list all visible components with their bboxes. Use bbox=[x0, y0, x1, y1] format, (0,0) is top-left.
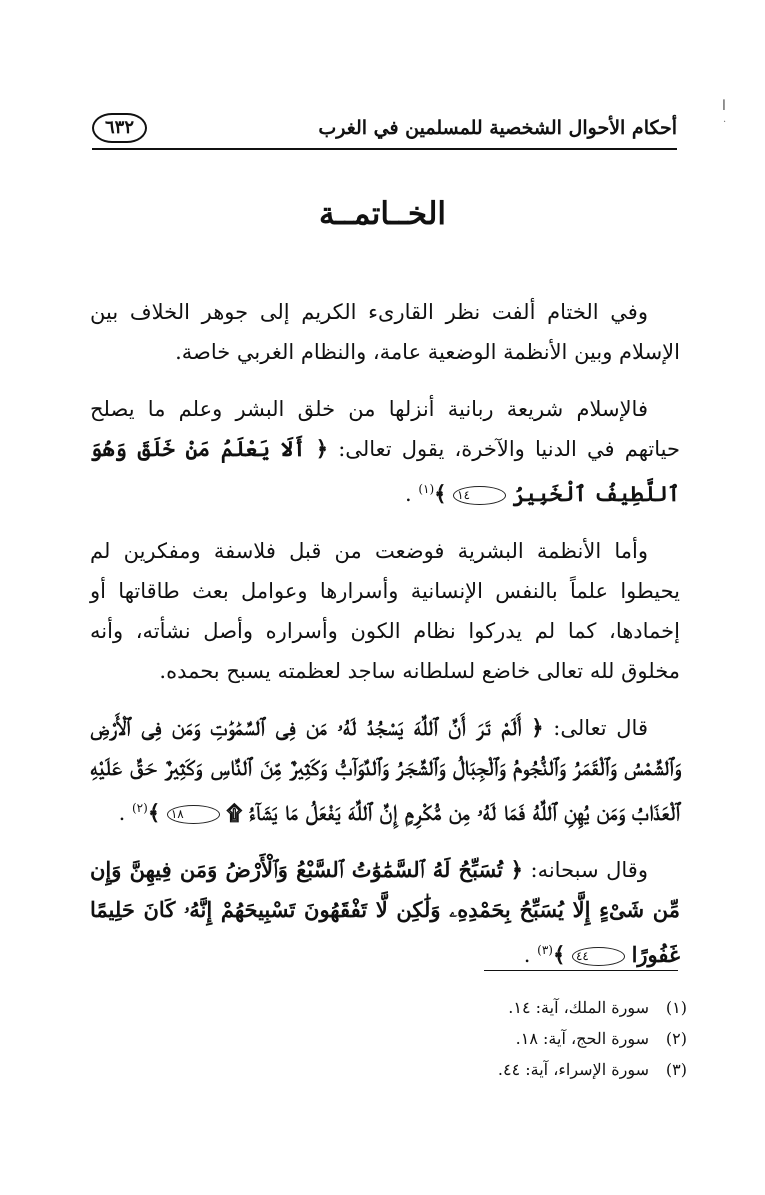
ayah-number: ١٤ bbox=[453, 486, 506, 505]
footnotes bbox=[207, 992, 687, 1085]
scan-mark: ﺍ bbox=[722, 98, 726, 114]
footnote-text: سورة الملك، آية: ١٤. bbox=[508, 998, 649, 1017]
paragraph-4 bbox=[90, 708, 680, 833]
footnote-text: سورة الإسراء، آية: ٤٤. bbox=[497, 1060, 649, 1079]
paragraph-2 bbox=[90, 389, 680, 514]
ayah-number: ١٨ bbox=[167, 805, 220, 824]
verse-close-brace: ﴾ bbox=[434, 481, 447, 506]
chapter-title: الخــاتمــة bbox=[318, 196, 446, 232]
verse-text: أَلَمْ تَرَ أَنَّ ٱللَّهَ يَسْجُدُ لَهُۥ مَن فِى ٱلسَّمَٰوَٰتِ وَمَن فِى ٱلْأَرْضِ وَٱلشَّمْسُ وَٱلْقَمَرُ وَٱلنُّجُومُ وَٱلْجِبَالُ وَٱلشَّجَرُ وَٱلدَّوَآبُّ وَكَثِيرٌ مِّنَ ٱلنَّاسِ وَكَثِيرٌ حَقَّ عَلَيْهِ ٱلْعَذَابُ وَمَن يُهِنِ ٱللَّهُ فَمَا لَهُۥ مِن مُّكْرِمٍ إِنَّ ٱللَّهَ يَفْعَلُ مَا يَشَآءُ ۩ bbox=[90, 715, 680, 825]
page-number: ٦٣٢ bbox=[92, 113, 147, 143]
verse-open-brace: ﴿ bbox=[531, 715, 544, 740]
verse-open-brace: ﴿ bbox=[315, 436, 329, 461]
verse-text: أَلَا يَعْلَمُ مَنْ خَلَقَ وَهُوَ ٱللَّطِيفُ ٱلْخَبِيرُ bbox=[90, 436, 680, 506]
paragraph-2-intro: فالإسلام شريعة ربانية أنزلها من خلق البشر وعلم ما يصلح حياتهم في الدنيا والآخرة، يقول تعالى: bbox=[90, 397, 680, 461]
footnote-text: سورة الحج، آية: ١٨. bbox=[515, 1029, 649, 1048]
footnote-ref: (٣) bbox=[537, 943, 553, 957]
running-header bbox=[92, 108, 677, 148]
footnote-ref: (٢) bbox=[131, 801, 148, 815]
footnote-3 bbox=[207, 1054, 687, 1085]
paragraph-3: وأما الأنظمة البشرية فوضعت من قبل فلاسفة ومفكرين لم يحيطوا علماً بالنفس الإنسانية وأسرارها وعوامل بعث طاقاتها أو إخمادها، كما لم يدركوا نظام الكون وأسراره وأصل نشأته، وأنه مخلوق لله تعالى خاضع لسلطانه ساجد لعظمته يسبح بحمده. bbox=[90, 539, 680, 683]
full-stop: . bbox=[118, 801, 126, 825]
footnote-ref: (١) bbox=[418, 482, 435, 496]
scan-dot: · bbox=[723, 117, 727, 128]
footnote-rule bbox=[484, 970, 678, 971]
verse-open-brace: ﴿ bbox=[510, 857, 523, 882]
paragraph-4-intro: قال تعالى: bbox=[553, 716, 648, 740]
verse-close-brace: ﴾ bbox=[552, 942, 566, 967]
running-title: أحكام الأحوال الشخصية للمسلمين في الغرب bbox=[318, 117, 677, 139]
footnote-number: (١) bbox=[665, 998, 687, 1017]
footnote-number: (٢) bbox=[665, 1029, 687, 1048]
footnote-1 bbox=[207, 992, 687, 1023]
ayah-number: ٤٤ bbox=[572, 947, 625, 966]
footnote-2 bbox=[207, 1023, 687, 1054]
paragraph-1: وفي الختام ألفت نظر القارىء الكريم إلى جوهر الخلاف بين الإسلام وبين الأنظمة الوضعية عامة، والنظام الغربي خاصة. bbox=[90, 300, 680, 364]
full-stop: . bbox=[523, 943, 531, 967]
header-rule bbox=[92, 148, 677, 150]
full-stop: . bbox=[404, 482, 412, 506]
paragraph-5-intro: وقال سبحانه: bbox=[530, 858, 648, 882]
verse-text: تُسَبِّحُ لَهُ ٱلسَّمَٰوَٰتُ ٱلسَّبْعُ وَٱلْأَرْضُ وَمَن فِيهِنَّ وَإِن مِّن شَىْءٍ إِلَّا يُسَبِّحُ بِحَمْدِهِۦ وَلَٰكِن لَّا تَفْقَهُونَ تَسْبِيحَهُمْ إِنَّهُۥ كَانَ حَلِيمًا غَفُورًا bbox=[90, 857, 680, 967]
footnote-number: (٣) bbox=[665, 1060, 687, 1079]
paragraph-5 bbox=[90, 850, 680, 975]
verse-close-brace: ﴾ bbox=[147, 800, 161, 825]
body-text bbox=[90, 292, 680, 992]
